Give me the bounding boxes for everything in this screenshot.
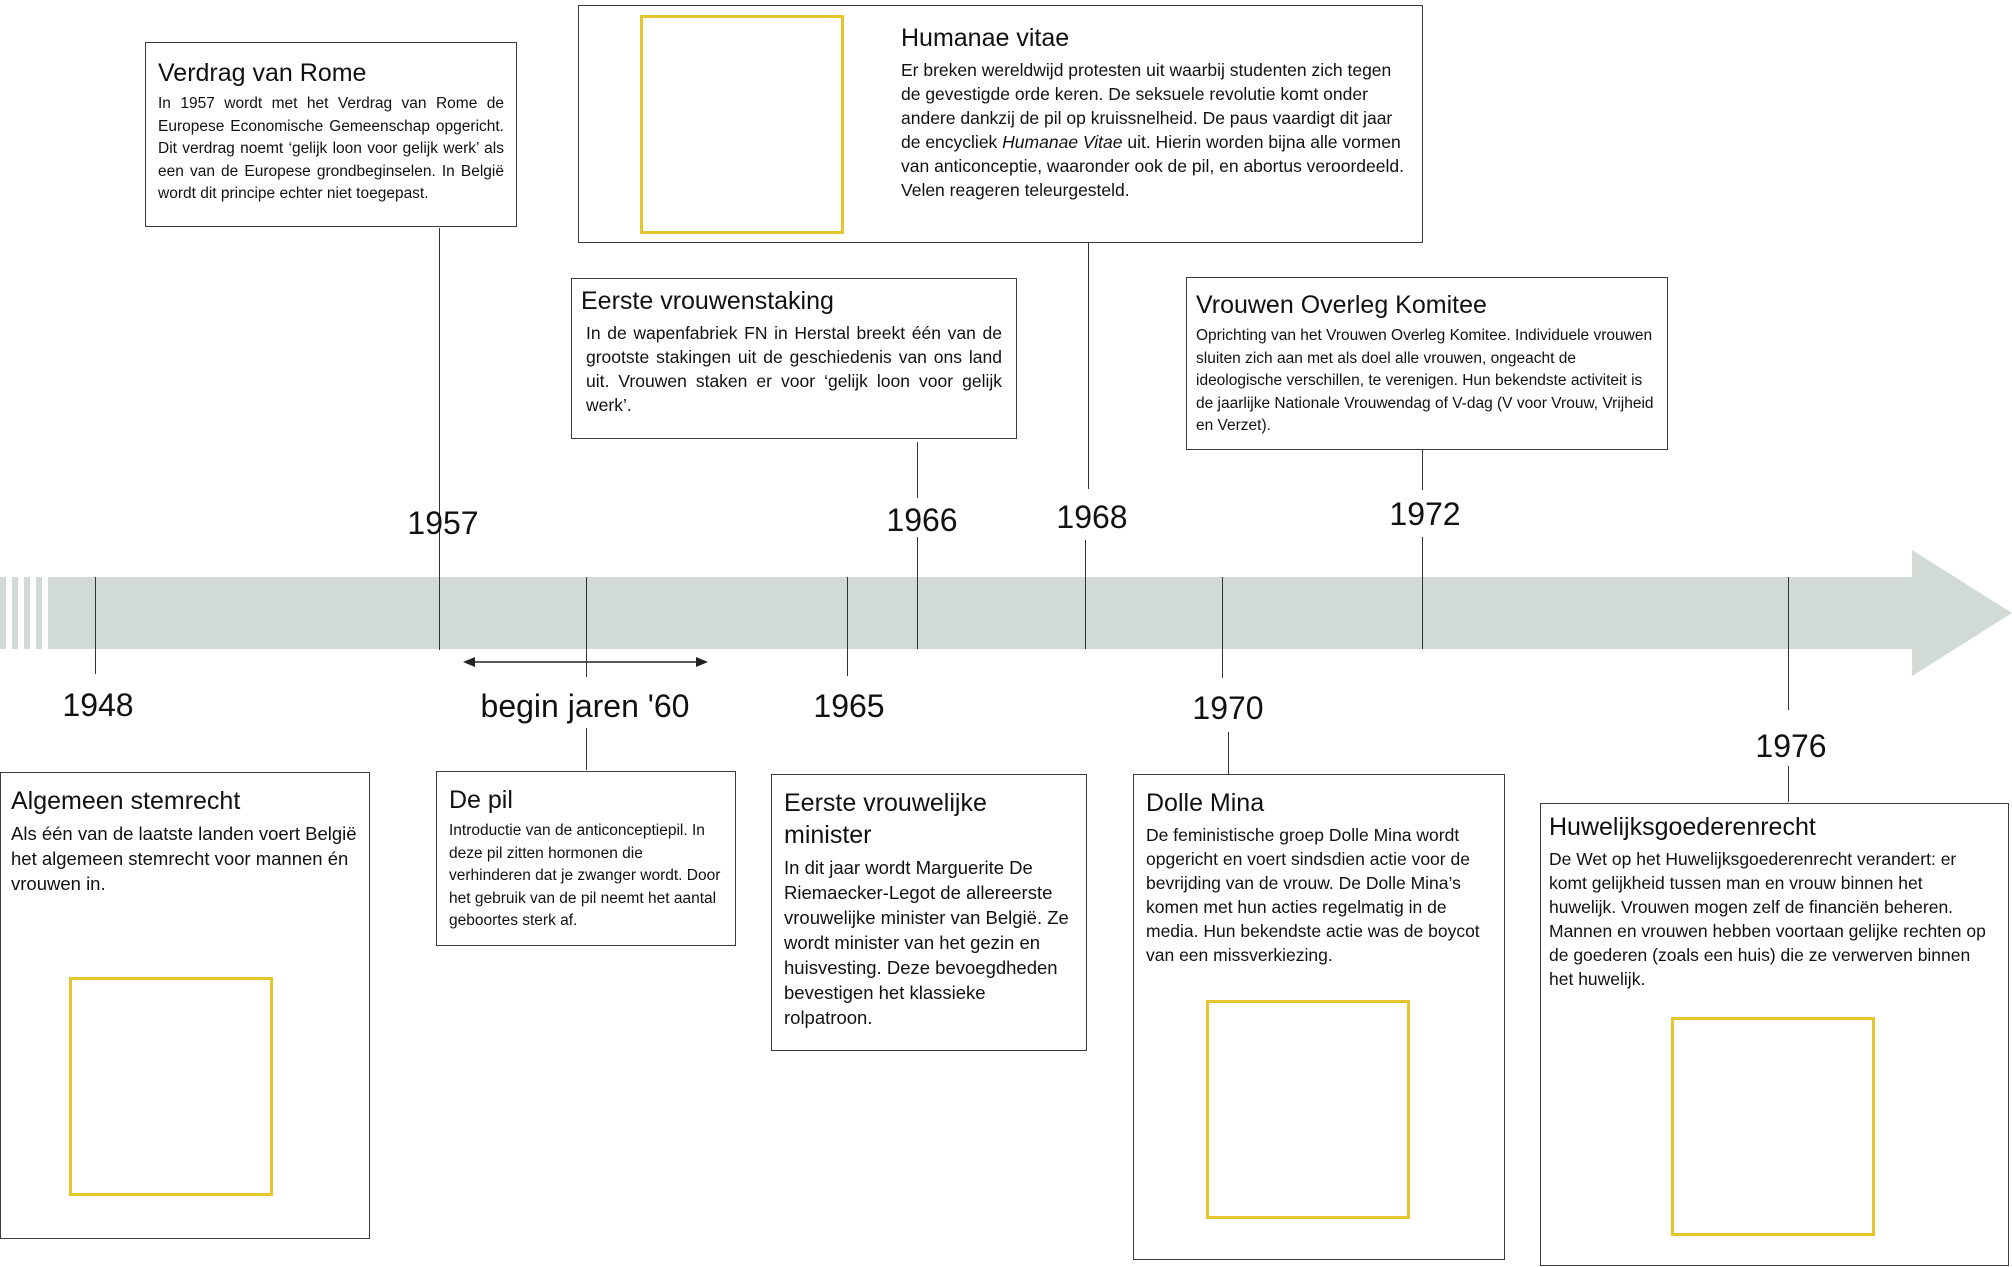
event-box-eerste-vrouwenstaking: [571, 278, 1017, 439]
event-box-algemeen-stemrecht: [0, 772, 370, 1239]
event-box-huwelijksgoederenrecht: [1540, 803, 2009, 1266]
image-placeholder: [640, 15, 844, 234]
encycliek-title: Humanae Vitae: [1002, 132, 1123, 152]
event-title: Huwelijksgoederenrecht: [1549, 813, 1816, 841]
year-label-1965: 1965: [813, 688, 885, 724]
connector-1970-box: [1228, 732, 1229, 774]
connector-1948: [95, 577, 96, 674]
event-text: Oprichting van het Vrouwen Overleg Komitee. Individuele vrouwen sluiten zich aan met als doel alle vrouwen, ongeacht de ideologische verschillen, te verenigen. Hun bekendste activiteit is de jaarlijke Nationale Vrouwendag of V-dag (V voor Vrouw, Vrijheid en Verzet).: [1196, 327, 1654, 434]
event-title: Verdrag van Rome: [158, 59, 367, 87]
image-placeholder: [69, 977, 273, 1196]
event-text: Als één van de laatste landen voert België het algemeen stemrecht voor mannen én vrouwen in.: [11, 823, 357, 894]
year-label-1970: 1970: [1192, 690, 1264, 726]
event-title: Vrouwen Overleg Komitee: [1196, 291, 1487, 319]
connector-1966-top: [917, 442, 918, 498]
connector-1976-box: [1788, 766, 1789, 802]
connector-jaren-60: [586, 577, 587, 677]
event-box-dolle-mina: [1133, 774, 1505, 1260]
event-box-verdrag-van-rome: [145, 42, 517, 227]
timeline-band: [0, 550, 2012, 676]
event-title: Algemeen stemrecht: [11, 787, 241, 815]
year-label-1957: 1957: [407, 505, 479, 541]
event-title: Dolle Mina: [1146, 789, 1265, 817]
connector-jaren-60-box: [586, 728, 587, 770]
event-text: In 1957 wordt met het Verdrag van Rome de Europese Economische Gemeenschap opgericht. Dit verdrag noemt ‘gelijk loon voor gelijk werk’ als een van de Europese grondbeginselen. In België wordt dit principe echter niet toegepast.: [158, 95, 504, 202]
year-label-1948: 1948: [62, 687, 134, 723]
year-label-1968: 1968: [1056, 499, 1128, 535]
event-text: In de wapenfabriek FN in Herstal breekt één van de grootste stakingen uit de geschiedenis van ons land uit. Vrouwen staken er voor ‘gelijk loon voor gelijk werk’.: [586, 323, 1002, 415]
year-label-begin-jaren-60: begin jaren '60: [480, 688, 690, 724]
connector-1966-band: [917, 537, 918, 649]
event-box-humanae-vitae: [578, 5, 1423, 243]
event-text: Er breken wereldwijd protesten uit waarbij studenten zich tegen de gevestigde orde keren. De seksuele revolutie komt onder andere dankzij de pil op kruissnelheid. De paus vaardigt dit jaar de encycliek Humanae Vitae uit. Hierin worden bijna alle vormen van anticonceptie, waaronder ook de pil, en abortus veroordeeld. Velen reageren teleurgesteld.: [901, 60, 1404, 200]
connector-1968-top: [1088, 242, 1089, 489]
event-box-de-pil: [436, 771, 736, 946]
event-title: De pil: [449, 786, 513, 814]
event-title: Eerste vrouwenstaking: [581, 287, 834, 315]
event-title: Humanae vitae: [901, 24, 1070, 52]
event-text: In dit jaar wordt Marguerite De Riemaecker-Legot de allereerste vrouwelijke minister van België. Ze wordt minister van het gezin en huisvesting. Deze bevoegdheden bevestigen het klassieke rolpatroon.: [784, 857, 1069, 1028]
event-title: Eerste vrouwelijke minister: [784, 789, 987, 849]
event-text: Introductie van de anticonceptiepil. In deze pil zitten hormonen die verhinderen dat je zwanger wordt. Door het gebruik van de pil neemt het aantal geboortes sterk af.: [449, 822, 721, 929]
connector-1965: [847, 577, 848, 676]
connector-1957: [439, 228, 440, 650]
image-placeholder: [1671, 1017, 1875, 1236]
image-placeholder: [1206, 1000, 1410, 1219]
connector-1972-top: [1422, 450, 1423, 490]
connector-1970: [1222, 577, 1223, 678]
event-box-vrouwen-overleg-komitee: [1186, 277, 1668, 450]
connector-1972-band: [1422, 537, 1423, 649]
event-box-eerste-vrouwelijke-minister: [771, 774, 1087, 1051]
year-label-1966: 1966: [886, 502, 958, 538]
connector-1968-band: [1085, 540, 1086, 649]
year-label-1976: 1976: [1755, 728, 1827, 764]
event-text: De Wet op het Huwelijksgoederenrecht verandert: er komt gelijkheid tussen man en vrouw binnen het huwelijk. Vrouwen mogen zelf de financiën beheren. Mannen en vrouwen hebben voortaan gelijke rechten op de goederen (zoals een huis) die ze verwerven binnen het huwelijk.: [1549, 849, 1986, 989]
event-text: De feministische groep Dolle Mina wordt opgericht en voert sindsdien actie voor de bevrijding van de vrouw. De Dolle Mina’s komen met hun acties regelmatig in de media. Hun bekendste actie was de boycot van een missverkiezing.: [1146, 825, 1480, 965]
connector-1976: [1788, 577, 1789, 710]
year-label-1972: 1972: [1389, 496, 1461, 532]
